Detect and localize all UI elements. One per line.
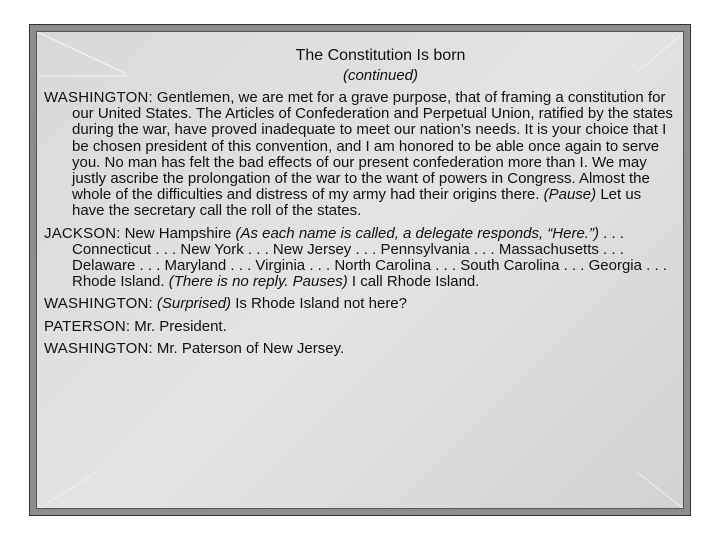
slide-frame — [29, 24, 691, 516]
dialogue-text: . . . Connecticut . . . New York . . . New Jersey . . . Pennsylvania . . . Massachusetts . . . Delaware . . . Maryland . . . Virginia . . . North Carolina . . . South Carolina . . . Georgia . . . Rhode Island. — [72, 224, 667, 291]
slide-subtitle: (continued) — [342, 67, 419, 84]
dialogue-text: Is Rhode Island not here? — [231, 295, 407, 313]
dialogue-text: I call Rhode Island. — [347, 273, 480, 291]
dialogue-paragraph — [44, 319, 677, 335]
slide-title: The Constitution Is born — [295, 47, 466, 64]
stage-direction: (There is no reply. Pauses) — [168, 273, 348, 291]
dialogue-text: Let us have the secretary call the roll of the states. — [72, 186, 642, 220]
dialogue-paragraph — [44, 90, 677, 220]
stage-direction: (As each name is called, a delegate responds, “Here.”) — [235, 224, 599, 242]
dialogue-text: : Gentlemen, we are met for a grave purpose, that of framing a constitution for our United States. The Articles of Confederation and Perpetual Union, ratified by the states during the war, have proved inadequate to meet our nation’s needs. It is your choice that I be chosen president of this convention, and I am honored to be able once again to serve you. No man has felt the bad effects of our present confederation more than I. We may justly ascribe the prolongation of the war to the want of powers in Congress. Almost the whole of the difficulties and distress of my army had their origins there. — [72, 89, 673, 204]
speaker-name: PATERSON — [44, 317, 126, 335]
stage-direction: (Pause) — [543, 186, 597, 204]
slide-content — [44, 46, 677, 363]
dialogue-text: : — [148, 295, 157, 313]
speaker-name: WASHINGTON — [44, 339, 149, 357]
dialogue-text: : New Hampshire — [116, 224, 236, 242]
stage-direction: (Surprised) — [156, 295, 232, 313]
dialogue — [44, 90, 677, 357]
dialogue-text: : Mr. Paterson of New Jersey. — [148, 339, 345, 357]
slide-panel — [36, 31, 684, 509]
dialogue-text: : Mr. President. — [125, 317, 227, 335]
speaker-name: WASHINGTON — [44, 295, 149, 313]
speaker-name: JACKSON — [44, 224, 117, 242]
dialogue-paragraph — [44, 341, 677, 357]
title-block — [84, 46, 677, 86]
dialogue-paragraph — [44, 296, 677, 312]
speaker-name: WASHINGTON — [44, 89, 149, 106]
dialogue-paragraph — [44, 226, 677, 291]
